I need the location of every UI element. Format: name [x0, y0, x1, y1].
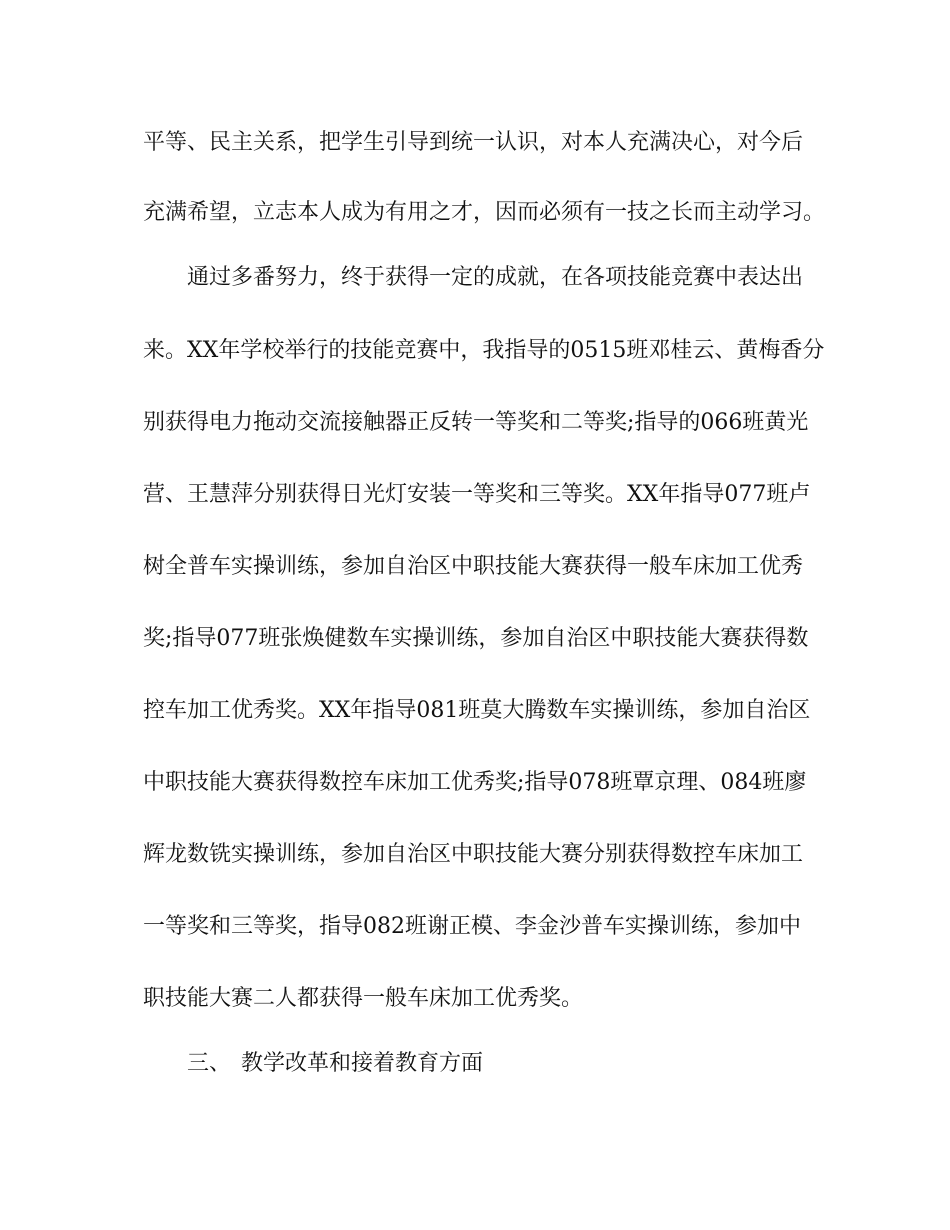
section-number: 三、	[187, 1051, 232, 1076]
text-line: 通过多番努力，终于获得一定的成就，在各项技能竞赛中表达出	[187, 265, 804, 290]
text-line: 控车加工优秀奖。XX年指导081班莫大腾数车实操训练，参加自治区	[143, 698, 811, 723]
text-line: 职技能大赛二人都获得一般车床加工优秀奖。	[143, 986, 584, 1011]
section-heading	[187, 1050, 483, 1078]
text-line: 中职技能大赛获得数控车床加工优秀奖;指导078班覃京理、084班廖	[143, 770, 807, 795]
text-line: 平等、民主关系，把学生引导到统一认识，对本人充满决心，对今后	[143, 130, 804, 155]
section-title: 教学改革和接着教育方面	[241, 1051, 484, 1076]
text-line: 来。XX年学校举行的技能竞赛中，我指导的0515班邓桂云、黄梅香分	[143, 338, 825, 363]
text-line: 营、王慧萍分别获得日光灯安装一等奖和三等奖。XX年指导077班卢	[143, 482, 811, 507]
text-line: 充满希望，立志本人成为有用之才，因而必须有一技之长而主动学习。	[143, 200, 826, 225]
text-line: 奖;指导077班张焕健数车实操训练，参加自治区中职技能大赛获得数	[143, 626, 809, 651]
text-line: 树全普车实操训练，参加自治区中职技能大赛获得一般车床加工优秀	[143, 554, 804, 579]
text-line: 别获得电力拖动交流接触器正反转一等奖和二等奖;指导的066班黄光	[143, 410, 809, 435]
text-line: 辉龙数铣实操训练，参加自治区中职技能大赛分别获得数控车床加工	[143, 842, 804, 867]
text-line: 一等奖和三等奖，指导082班谢正模、李金沙普车实操训练，参加中	[143, 914, 801, 939]
